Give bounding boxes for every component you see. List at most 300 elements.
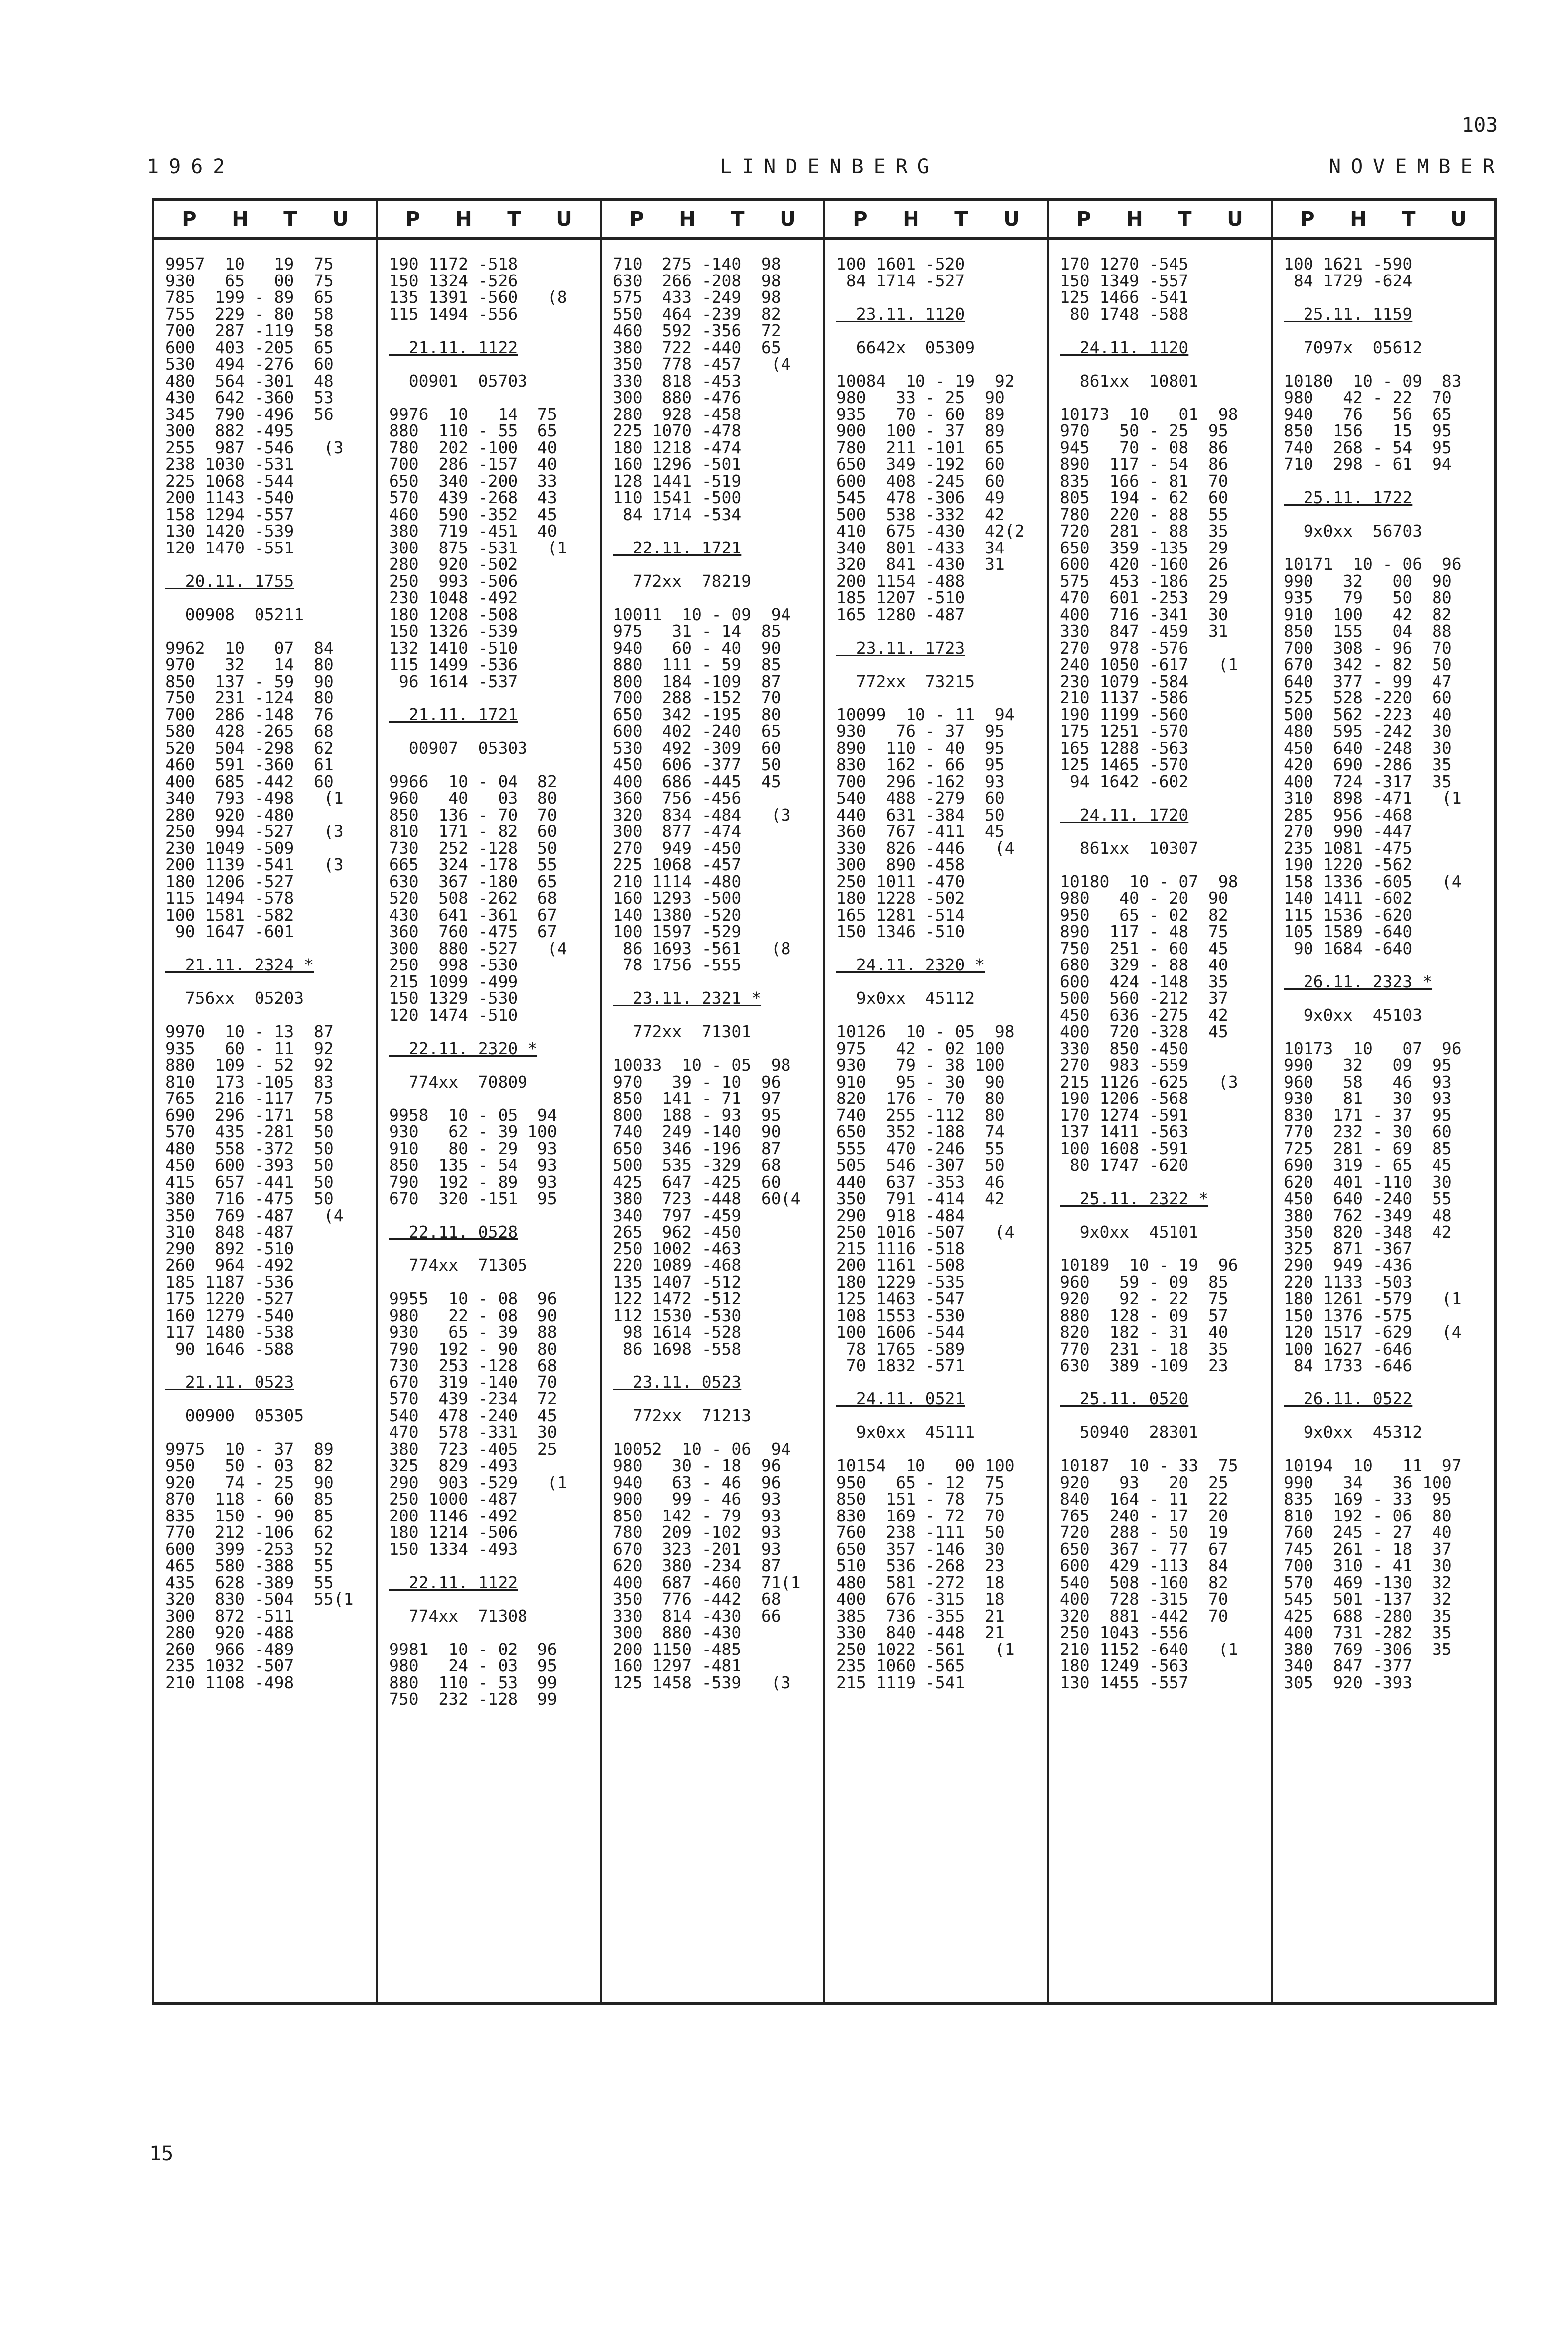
data-row: 350 791 -414 42	[836, 1189, 1005, 1208]
sounding-heading: 24.11. 2320 *	[836, 955, 985, 974]
column-header-label: T	[283, 207, 297, 231]
data-row: 820 176 - 70 80	[836, 1089, 1005, 1108]
data-row: 700 286 -157 40	[389, 454, 557, 474]
data-row: 190 1220 -562	[1284, 855, 1413, 874]
data-row	[836, 1374, 1047, 1391]
data-row: 86 1693 -561 (8	[613, 938, 791, 958]
data-row: 98 1614 -528	[613, 1322, 742, 1342]
data-row: 270 949 -450	[613, 838, 742, 858]
data-row: 900 99 - 46 93	[613, 1489, 781, 1509]
data-row: 270 990 -447	[1284, 822, 1413, 841]
data-row: 90 1646 -588	[165, 1339, 294, 1359]
data-row: 250 1022 -561 (1	[836, 1639, 1015, 1659]
data-row: 772xx 73215	[836, 671, 975, 691]
data-row: 330 840 -448 21	[836, 1623, 1005, 1642]
data-row: 930 81 30 93	[1284, 1089, 1452, 1108]
data-row	[613, 1424, 823, 1441]
data-row: 410 675 -430 42(2	[836, 521, 1025, 541]
data-row: 84 1733 -646	[1284, 1356, 1413, 1375]
data-row: 115 1494 -578	[165, 888, 294, 908]
data-row: 780 209 -102 93	[613, 1522, 781, 1542]
data-row	[836, 356, 1047, 373]
data-row: 185 1187 -536	[165, 1272, 294, 1292]
data-row: 910 80 - 29 93	[389, 1138, 557, 1158]
data-row: 120 1517 -629 (4	[1284, 1322, 1462, 1342]
data-row: 550 464 -239 82	[613, 304, 781, 324]
data-row: 6642x 05309	[836, 337, 975, 357]
data-row: 774xx 70809	[389, 1072, 528, 1092]
data-row: 10180 10 - 09 83	[1284, 371, 1462, 391]
data-row	[389, 1274, 600, 1291]
data-row: 158 1294 -557	[165, 504, 294, 524]
column-header-label: H	[1126, 207, 1143, 231]
data-row: 140 1380 -520	[613, 905, 742, 925]
column-header	[602, 201, 823, 240]
data-row: 780 202 -100 40	[389, 437, 557, 457]
data-row: 210 1114 -480	[613, 871, 742, 891]
data-row: 320 881 -442 70	[1060, 1606, 1228, 1626]
data-row: 250 998 -530	[389, 955, 518, 974]
column-header-label: P	[182, 207, 197, 231]
data-row: 310 898 -471 (1	[1284, 788, 1462, 808]
data-row: 920 92 - 22 75	[1060, 1289, 1228, 1308]
data-row: 150 1349 -557	[1060, 271, 1189, 290]
data-row: 940 76 56 65	[1284, 404, 1452, 424]
data-row: 780 220 - 88 55	[1060, 504, 1228, 524]
data-row: 290 918 -484	[836, 1205, 965, 1225]
data-row	[1284, 1441, 1494, 1458]
column-header-label: U	[1450, 207, 1467, 231]
data-row: 890 117 - 48 75	[1060, 922, 1228, 941]
data-row: 840 164 - 11 22	[1060, 1489, 1228, 1509]
data-row	[1284, 1023, 1494, 1040]
data-row: 830 169 - 72 70	[836, 1506, 1005, 1525]
data-row	[1284, 1374, 1494, 1391]
data-row	[389, 723, 600, 740]
data-row	[389, 689, 600, 706]
data-row: 10011 10 - 09 94	[613, 604, 791, 624]
column-header-label: T	[731, 207, 745, 231]
data-row	[1284, 473, 1494, 490]
data-row: 525 528 -220 60	[1284, 688, 1452, 707]
data-row: 255 987 -546 (3	[165, 437, 344, 457]
data-row: 340 793 -498 (1	[165, 788, 344, 808]
data-row	[1060, 856, 1271, 873]
data-row: 970 32 14 80	[165, 655, 334, 674]
column-body	[825, 240, 1047, 1691]
data-row: 920 74 - 25 90	[165, 1472, 334, 1492]
data-row: 100 1627 -646	[1284, 1339, 1413, 1359]
data-row: 940 63 - 46 96	[613, 1472, 781, 1492]
data-row: 890 117 - 54 86	[1060, 454, 1228, 474]
data-row: 215 1119 -541	[836, 1672, 965, 1692]
data-row: 700 296 -162 93	[836, 771, 1005, 791]
data-row: 10194 10 11 97	[1284, 1456, 1462, 1475]
data-row: 850 151 - 78 75	[836, 1489, 1005, 1509]
data-row: 9x0xx 56703	[1284, 521, 1423, 541]
data-row	[1284, 1407, 1494, 1424]
data-row: 850 137 - 59 90	[165, 671, 334, 691]
data-row: 980 22 - 08 90	[389, 1305, 557, 1325]
data-row: 290 903 -529 (1	[389, 1472, 567, 1492]
data-row	[1284, 540, 1494, 556]
column-header-label: P	[853, 207, 868, 231]
column-header-label: U	[1227, 207, 1243, 231]
data-row: 225 1068 -544	[165, 471, 294, 491]
data-row: 930 62 - 39 100	[389, 1122, 557, 1141]
data-row: 125 1465 -570	[1060, 755, 1189, 774]
sounding-heading: 21.11. 0523	[165, 1372, 294, 1392]
data-row: 740 255 -112 80	[836, 1105, 1005, 1125]
data-row: 400 686 -445 45	[613, 771, 781, 791]
column-body	[154, 240, 376, 1691]
data-row: 870 118 - 60 85	[165, 1489, 334, 1509]
data-row	[1060, 1441, 1271, 1458]
data-row	[389, 1057, 600, 1074]
data-row: 115 1536 -620	[1284, 905, 1413, 925]
data-row	[1060, 790, 1271, 807]
data-row	[836, 289, 1047, 306]
data-row: 215 1099 -499	[389, 971, 518, 991]
data-row: 320 830 -504 55(1	[165, 1589, 354, 1609]
data-row: 9955 10 - 08 96	[389, 1289, 557, 1308]
header-station: LINDENBERG	[720, 155, 939, 178]
data-row: 180 1249 -563	[1060, 1656, 1189, 1675]
data-row: 415 657 -441 50	[165, 1172, 334, 1192]
data-row: 945 70 - 08 86	[1060, 437, 1228, 457]
data-row	[389, 1240, 600, 1257]
data-row: 130 1455 -557	[1060, 1672, 1189, 1692]
data-row: 400 716 -341 30	[1060, 604, 1228, 624]
data-row: 325 829 -493	[389, 1456, 518, 1475]
data-row: 180 1229 -535	[836, 1272, 965, 1292]
data-row: 300 877 -474	[613, 822, 742, 841]
data-row: 170 1274 -591	[1060, 1105, 1189, 1125]
data-row: 880 109 - 52 92	[165, 1055, 334, 1075]
data-row	[836, 1407, 1047, 1424]
data-row: 100 1601 -520	[836, 254, 965, 274]
data-row: 935 70 - 60 89	[836, 404, 1005, 424]
data-row: 975 31 - 14 85	[613, 621, 781, 641]
data-row: 400 728 -315 70	[1060, 1589, 1228, 1609]
data-row: 9957 10 19 75	[165, 254, 334, 274]
data-row: 215 1116 -518	[836, 1238, 965, 1258]
data-row: 800 184 -109 87	[613, 671, 781, 691]
data-row: 950 65 - 12 75	[836, 1472, 1005, 1492]
data-row: 360 760 -475 67	[389, 922, 557, 941]
data-row: 680 329 - 88 40	[1060, 955, 1228, 974]
column-body	[1273, 240, 1494, 1691]
data-row: 850 136 - 70 70	[389, 805, 557, 825]
data-row: 960 59 - 09 85	[1060, 1272, 1228, 1292]
data-row: 670 342 - 82 50	[1284, 655, 1452, 674]
data-row: 250 1043 -556	[1060, 1623, 1189, 1642]
data-row	[165, 1007, 376, 1024]
data-row: 9x0xx 45111	[836, 1422, 975, 1442]
data-row: 460 590 -352 45	[389, 504, 557, 524]
data-row	[613, 1357, 823, 1374]
data-row: 575 433 -249 98	[613, 287, 781, 307]
data-row: 150 1329 -530	[389, 988, 518, 1008]
data-row	[613, 523, 823, 540]
data-row: 400 724 -317 35	[1284, 771, 1452, 791]
data-row	[1060, 1407, 1271, 1424]
data-row: 810 192 - 06 80	[1284, 1506, 1452, 1525]
sounding-heading: 21.11. 1721	[389, 704, 518, 724]
data-row: 380 762 -349 48	[1284, 1205, 1452, 1225]
data-row: 980 40 - 20 90	[1060, 888, 1228, 908]
data-row: 725 281 - 69 85	[1284, 1138, 1452, 1158]
sounding-heading: 22.11. 1721	[613, 538, 742, 557]
data-row: 250 994 -527 (3	[165, 822, 344, 841]
data-row: 215 1126 -625 (3	[1060, 1072, 1238, 1092]
data-row: 117 1480 -538	[165, 1322, 294, 1342]
data-row: 755 229 - 80 58	[165, 304, 334, 324]
data-row: 435 628 -389 55	[165, 1572, 334, 1592]
data-row: 330 850 -450	[1060, 1038, 1189, 1058]
data-row	[613, 589, 823, 606]
data-row: 9x0xx 45312	[1284, 1422, 1423, 1442]
table-column	[825, 201, 1049, 2002]
data-row: 200 1154 -488	[836, 571, 965, 591]
data-row: 480 595 -242 30	[1284, 721, 1452, 741]
data-row: 900 100 - 37 89	[836, 421, 1005, 440]
data-row: 545 501 -137 32	[1284, 1589, 1452, 1609]
data-row: 210 1137 -586	[1060, 688, 1189, 707]
data-row: 180 1206 -527	[165, 871, 294, 891]
data-row	[1060, 1374, 1271, 1391]
data-row: 180 1214 -506	[389, 1522, 518, 1542]
data-row: 180 1228 -502	[836, 888, 965, 908]
data-row: 175 1251 -570	[1060, 721, 1189, 741]
data-row: 800 188 - 93 95	[613, 1105, 781, 1125]
data-row	[389, 389, 600, 406]
data-row: 190 1172 -518	[389, 254, 518, 274]
data-row: 115 1494 -556	[389, 304, 518, 324]
data-row: 240 1050 -617 (1	[1060, 655, 1238, 674]
sounding-heading: 20.11. 1755	[165, 571, 294, 591]
column-header-label: H	[232, 207, 249, 231]
data-row: 600 402 -240 65	[613, 721, 781, 741]
data-row: 600 399 -253 52	[165, 1539, 334, 1559]
data-row: 330 826 -446 (4	[836, 838, 1015, 858]
data-row: 250 1011 -470	[836, 871, 965, 891]
data-row	[389, 322, 600, 339]
data-row: 740 249 -140 90	[613, 1122, 781, 1141]
data-row: 570 439 -268 43	[389, 488, 557, 507]
data-row: 765 240 - 17 20	[1060, 1506, 1228, 1525]
data-row: 310 848 -487	[165, 1222, 294, 1241]
data-row: 00907 05303	[389, 738, 528, 758]
data-row: 160 1296 -501	[613, 454, 742, 474]
data-row: 880 110 - 55 65	[389, 421, 557, 440]
data-row: 120 1474 -510	[389, 1005, 518, 1025]
data-row: 10052 10 - 06 94	[613, 1439, 791, 1459]
data-row: 480 558 -372 50	[165, 1138, 334, 1158]
data-row: 250 993 -506	[389, 571, 518, 591]
data-row	[165, 973, 376, 990]
data-row	[389, 1023, 600, 1040]
data-row: 380 716 -475 50	[165, 1189, 334, 1208]
data-row: 650 340 -200 33	[389, 471, 557, 491]
data-row: 360 767 -411 45	[836, 822, 1005, 841]
sounding-heading: 24.11. 0521	[836, 1389, 965, 1408]
data-row	[165, 623, 376, 640]
data-row: 400 687 -460 71(1	[613, 1572, 801, 1592]
data-row: 230 1048 -492	[389, 588, 518, 607]
data-row: 10084 10 - 19 92	[836, 371, 1015, 391]
data-row: 575 453 -186 25	[1060, 571, 1228, 591]
data-row: 285 956 -468	[1284, 805, 1413, 825]
header-year: 1962	[147, 155, 235, 178]
table-column	[378, 201, 602, 2002]
data-row: 250 1000 -487	[389, 1489, 518, 1509]
column-header-label: T	[1402, 207, 1416, 231]
data-row: 780 211 -101 65	[836, 437, 1005, 457]
data-row: 570 469 -130 32	[1284, 1572, 1452, 1592]
data-row: 380 719 -451 40	[389, 521, 557, 541]
data-row	[836, 623, 1047, 640]
data-row	[1284, 289, 1494, 306]
data-row: 10126 10 - 05 98	[836, 1022, 1015, 1041]
data-row: 555 470 -246 55	[836, 1138, 1005, 1158]
data-row: 750 232 -128 99	[389, 1689, 557, 1709]
data-row: 9958 10 - 05 94	[389, 1105, 557, 1125]
data-row: 280 928 -458	[613, 404, 742, 424]
data-row: 100 1606 -544	[836, 1322, 965, 1342]
data-row: 670 320 -151 95	[389, 1189, 557, 1208]
data-row: 770 232 - 30 60	[1284, 1122, 1452, 1141]
data-row: 400 685 -442 60	[165, 771, 334, 791]
data-row: 770 231 - 18 35	[1060, 1339, 1228, 1359]
data-row: 330 818 -453	[613, 371, 742, 391]
data-row: 772xx 71301	[613, 1022, 752, 1041]
data-row: 180 1208 -508	[389, 604, 518, 624]
data-row: 300 882 -495	[165, 421, 294, 440]
data-row: 135 1407 -512	[613, 1272, 742, 1292]
sounding-heading: 25.11. 2322 *	[1060, 1189, 1209, 1208]
data-row: 570 435 -281 50	[165, 1122, 334, 1141]
data-row	[613, 1040, 823, 1057]
data-row	[165, 940, 376, 957]
data-row: 330 814 -430 66	[613, 1606, 781, 1626]
data-row: 835 166 - 81 70	[1060, 471, 1228, 491]
data-row: 84 1729 -624	[1284, 271, 1413, 290]
data-row: 710 298 - 61 94	[1284, 454, 1452, 474]
sounding-heading: 23.11. 0523	[613, 1372, 742, 1392]
data-row: 320 841 -430 31	[836, 554, 1005, 574]
data-row: 125 1463 -547	[836, 1289, 965, 1308]
data-row: 830 171 - 37 95	[1284, 1105, 1452, 1125]
sounding-heading: 23.11. 1120	[836, 304, 965, 324]
sounding-heading: 26.11. 2323 *	[1284, 971, 1433, 991]
data-row: 100 1608 -591	[1060, 1138, 1189, 1158]
data-row: 480 564 -301 48	[165, 371, 334, 391]
column-header-label: T	[507, 207, 521, 231]
data-row: 700 288 -152 70	[613, 688, 781, 707]
data-row	[1060, 1240, 1271, 1257]
data-row	[1060, 823, 1271, 840]
data-row: 340 797 -459	[613, 1205, 742, 1225]
data-row: 920 93 20 25	[1060, 1472, 1228, 1492]
data-row: 835 150 - 90 85	[165, 1506, 334, 1525]
data-row: 774xx 71308	[389, 1606, 528, 1626]
data-row: 340 801 -433 34	[836, 538, 1005, 557]
data-row: 200 1139 -541 (3	[165, 855, 344, 874]
data-row: 760 238 -111 50	[836, 1522, 1005, 1542]
data-row	[836, 1441, 1047, 1458]
data-row: 10180 10 - 07 98	[1060, 871, 1238, 891]
data-row: 540 508 -160 82	[1060, 1572, 1228, 1592]
data-row: 990 32 00 90	[1284, 571, 1452, 591]
data-row: 830 162 - 66 95	[836, 755, 1005, 774]
data-row: 980 42 - 22 70	[1284, 388, 1452, 407]
data-row: 500 560 -212 37	[1060, 988, 1228, 1008]
data-row: 805 194 - 62 60	[1060, 488, 1228, 507]
data-row: 960 40 03 80	[389, 788, 557, 808]
data-row: 730 253 -128 68	[389, 1356, 557, 1375]
data-row: 650 359 -135 29	[1060, 538, 1228, 557]
sounding-heading: 22.11. 2320 *	[389, 1038, 538, 1058]
data-row: 00908 05211	[165, 604, 304, 624]
data-row: 350 820 -348 42	[1284, 1222, 1452, 1241]
data-row: 970 39 - 10 96	[613, 1072, 781, 1092]
data-row: 345 790 -496 56	[165, 404, 334, 424]
data-row: 165 1288 -563	[1060, 738, 1189, 758]
data-row: 880 111 - 59 85	[613, 655, 781, 674]
data-row: 235 1081 -475	[1284, 838, 1413, 858]
data-row: 910 95 - 30 90	[836, 1072, 1005, 1092]
data-row: 200 1143 -540	[165, 488, 294, 507]
data-row: 10189 10 - 19 96	[1060, 1255, 1238, 1275]
data-row: 220 1133 -503	[1284, 1272, 1413, 1292]
data-row	[836, 656, 1047, 673]
table-column	[602, 201, 825, 2002]
data-row: 540 488 -279 60	[836, 788, 1005, 808]
data-row: 890 110 - 40 95	[836, 738, 1005, 758]
data-row: 180 1261 -579 (1	[1284, 1289, 1462, 1308]
data-row: 80 1748 -588	[1060, 304, 1189, 324]
data-row: 190 1206 -568	[1060, 1089, 1189, 1108]
data-row: 305 920 -393	[1284, 1672, 1413, 1692]
data-row	[1284, 506, 1494, 523]
data-row: 520 504 -298 62	[165, 738, 334, 758]
data-row: 620 401 -110 30	[1284, 1172, 1452, 1192]
data-row: 250 1002 -463	[613, 1238, 742, 1258]
data-row: 78 1756 -555	[613, 955, 742, 974]
column-header-label: H	[1350, 207, 1367, 231]
data-row: 10154 10 00 100	[836, 1456, 1015, 1475]
data-row: 270 978 -576	[1060, 638, 1189, 658]
data-row: 160 1279 -540	[165, 1305, 294, 1325]
data-row: 400 720 -328 45	[1060, 1022, 1228, 1041]
data-row	[836, 1007, 1047, 1024]
data-row: 910 100 42 82	[1284, 604, 1452, 624]
data-row: 220 1089 -468	[613, 1255, 742, 1275]
data-row: 265 962 -450	[613, 1222, 742, 1241]
data-row: 690 319 - 65 45	[1284, 1155, 1452, 1175]
data-row: 700 287 -119 58	[165, 321, 334, 340]
data-row: 950 65 - 02 82	[1060, 905, 1228, 925]
data-row: 990 32 09 95	[1284, 1055, 1452, 1075]
data-row: 380 769 -306 35	[1284, 1639, 1452, 1659]
data-row: 940 60 - 40 90	[613, 638, 781, 658]
data-row: 935 60 - 11 92	[165, 1038, 334, 1058]
data-row: 00900 05305	[165, 1405, 304, 1425]
data-row: 112 1530 -530	[613, 1305, 742, 1325]
data-row	[389, 356, 600, 373]
data-row: 235 1032 -507	[165, 1656, 294, 1675]
